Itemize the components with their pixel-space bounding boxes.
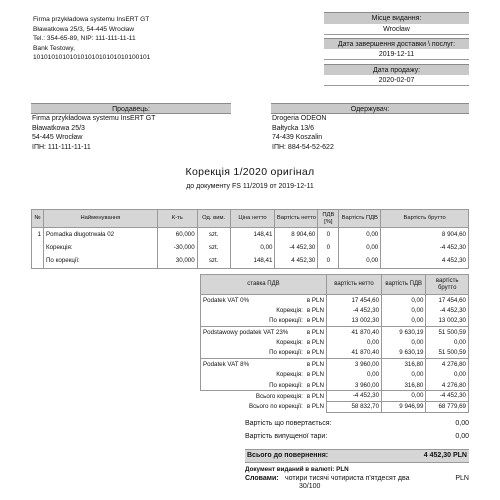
currency-label: в PLN: [305, 316, 327, 327]
vat-total-vat: 0,00: [382, 391, 426, 402]
seller-header-line: 10101010101010101010101010100101: [33, 54, 151, 61]
sale-date-value: 2020-02-07: [324, 75, 469, 86]
item-price: 148,41: [230, 228, 275, 242]
vat-total-gross: -4 452,30: [426, 391, 469, 402]
item-unit: szt.: [197, 255, 230, 269]
seller-block: [31, 103, 231, 153]
vat-total-net: 58 832,70: [326, 401, 381, 412]
item-qty: 30,000: [157, 255, 197, 269]
words-value: чотири тисячі чотириста п'ятдесят два: [285, 475, 410, 482]
vat-vat: 316,80: [382, 359, 426, 370]
vat-net: 3 960,00: [326, 359, 381, 370]
vat-vat: 0,00: [382, 305, 426, 316]
vat-gross: 17 454,60: [426, 295, 469, 306]
seller-line: ІПН: 111-111-11-11: [32, 143, 91, 151]
vat-net: -4 452,30: [326, 305, 381, 316]
item-name: Корекція:: [43, 241, 157, 255]
vat-gross: 4 276,80: [426, 380, 469, 391]
seller-label: Продавець:: [31, 103, 231, 114]
table-row: [32, 241, 469, 255]
items-col-header: Найменування: [43, 210, 157, 228]
refund-label: Всього до повернення:: [247, 452, 329, 459]
seller-line: Firma przykładowa systemu InsERT GT: [32, 115, 156, 122]
items-col-header: Вартість ПДВ: [339, 210, 381, 228]
delivery-date-label: Дата завершення доставки \ послуг:: [324, 38, 469, 49]
currency-note: Документ виданий в валюті: PLN: [245, 466, 349, 473]
item-net: 8 904,60: [275, 228, 318, 242]
vat-col-header: вартість ПДВ: [382, 275, 426, 295]
vat-gross: 51 500,59: [426, 348, 469, 359]
vat-net: 17 454,60: [326, 295, 381, 306]
sale-date-label: Дата продажу:: [324, 64, 469, 75]
currency-label: в PLN: [306, 403, 324, 411]
vat-gross: 13 002,30: [426, 316, 469, 327]
vat-gross: 0,00: [426, 369, 469, 380]
vat-net: 41 870,40: [326, 348, 381, 359]
currency-label: в PLN: [305, 327, 327, 338]
buyer-line: Bałtycka 13/6: [272, 124, 315, 132]
seller-line: Bławatkowa 25/3: [32, 124, 85, 132]
item-vat: 0,00: [339, 228, 381, 242]
vat-summary-table: [200, 274, 469, 413]
item-price: 0,00: [230, 241, 275, 255]
items-col-header: Ціна нетто: [230, 210, 275, 228]
vat-total-vat: 9 946,99: [382, 401, 426, 412]
document-title: Корекція 1/2020 оригінал: [185, 166, 315, 178]
vat-row-label: Корекція:: [201, 337, 305, 348]
items-col-header: К-ть: [157, 210, 197, 228]
item-unit: szt.: [197, 241, 230, 255]
vat-net: 3 960,00: [326, 380, 381, 391]
vat-col-header: ставка ПДВ: [201, 275, 327, 295]
returned-value: 0,00: [455, 420, 469, 427]
table-row: [201, 305, 469, 316]
vat-row-label: Корекція:: [201, 305, 305, 316]
item-no: [32, 255, 44, 269]
vat-gross: 4 276,80: [426, 359, 469, 370]
table-row: [201, 401, 469, 412]
item-price: 148,41: [230, 255, 275, 269]
item-qty: -30,000: [157, 241, 197, 255]
table-row: [201, 295, 469, 306]
items-col-header: №: [32, 210, 44, 228]
issued-value: 0,00: [455, 433, 469, 440]
vat-col-header: вартість нетто: [326, 275, 381, 295]
delivery-date-value: 2019-12-11: [324, 49, 469, 60]
buyer-label: Одержувач:: [271, 103, 469, 114]
vat-net: 13 002,30: [326, 316, 381, 327]
vat-vat: 0,00: [382, 316, 426, 327]
issued-label: Вартість випущеної тари:: [245, 433, 328, 440]
vat-vat: 0,00: [382, 295, 426, 306]
seller-header-line: Tel.: 354-65-89, NIP: 111-111-11-11: [33, 35, 136, 42]
item-gross: -4 452,30: [381, 241, 469, 255]
table-row: [201, 348, 469, 359]
refund-value: 4 452,30 PLN: [423, 452, 467, 459]
item-vat: 0,00: [339, 241, 381, 255]
document-subtitle: до документу FS 11/2019 от 2019-12-11: [186, 183, 314, 190]
vat-rate-name: Podatek VAT 0%: [201, 295, 305, 306]
item-vat-rate: 0: [318, 241, 339, 255]
item-name: По корекції:: [43, 255, 157, 269]
table-row: [32, 255, 469, 269]
vat-rate-name: Podstawowy podatek VAT 23%: [201, 327, 305, 338]
item-name: Pomadka długotrwała 02: [43, 228, 157, 242]
item-gross: 4 452,30: [381, 255, 469, 269]
items-table: [31, 209, 469, 269]
table-row: [201, 391, 469, 402]
words-label: Словами:: [245, 475, 279, 482]
currency-label: в PLN: [305, 380, 327, 391]
seller-header-line: Bank Testowy,: [33, 44, 75, 52]
vat-col-header: вартість брутто: [426, 275, 469, 295]
table-row: [201, 380, 469, 391]
vat-row-label: По корекції:: [201, 316, 305, 327]
buyer-line: ІПН: 884-54-52-622: [272, 143, 334, 151]
buyer-line: 74-439 Koszalin: [272, 134, 323, 141]
seller-header-line: Bławatkowa 25/3, 54-445 Wrocław: [33, 25, 135, 33]
item-net: -4 452,30: [275, 241, 318, 255]
vat-gross: 0,00: [426, 337, 469, 348]
place-label: Місце видання:: [324, 12, 469, 24]
items-col-header: Вартість брутто: [381, 210, 469, 228]
item-vat-rate: 0: [318, 228, 339, 242]
vat-total-label: Всього корекція:: [255, 392, 303, 400]
table-row: [201, 369, 469, 380]
buyer-line: Drogeria ODEON: [272, 115, 327, 122]
currency-label: в PLN: [305, 359, 327, 370]
words-fraction: 30/100: [299, 483, 321, 491]
currency-label: в PLN: [305, 369, 327, 380]
items-col-header: Од. вим.: [197, 210, 230, 228]
table-row: [201, 316, 469, 327]
items-col-header: Вартість нетто: [275, 210, 318, 228]
vat-vat: 9 630,19: [382, 348, 426, 359]
currency-label: в PLN: [305, 337, 327, 348]
seller-line: 54-445 Wrocław: [32, 134, 83, 141]
buyer-block: [271, 103, 469, 153]
seller-header: [33, 16, 273, 64]
vat-row-label: Корекція:: [201, 369, 305, 380]
table-row: [201, 327, 469, 338]
item-unit: szt.: [197, 228, 230, 242]
returned-label: Вартість що повертається:: [245, 420, 332, 427]
meta-block: [324, 12, 469, 86]
vat-gross: 51 500,59: [426, 327, 469, 338]
vat-row-label: По корекції:: [201, 380, 305, 391]
vat-vat: 0,00: [382, 337, 426, 348]
words-currency: PLN: [455, 475, 469, 482]
item-vat-rate: 0: [318, 255, 339, 269]
vat-net: 0,00: [326, 369, 381, 380]
summary-block: [245, 420, 469, 446]
seller-header-line: Firma przykładowa systemu InsERT GT: [33, 16, 150, 23]
table-row: [201, 337, 469, 348]
vat-total-label: Всього по корекції:: [249, 403, 303, 411]
table-row: [32, 228, 469, 242]
currency-label: в PLN: [305, 295, 327, 306]
vat-net: 0,00: [326, 337, 381, 348]
item-qty: 60,000: [157, 228, 197, 242]
vat-total-gross: 68 779,69: [426, 401, 469, 412]
vat-gross: -4 452,30: [426, 305, 469, 316]
place-value: Wrocław: [324, 24, 469, 35]
item-gross: 8 904,60: [381, 228, 469, 242]
item-no: 1: [32, 228, 44, 242]
vat-vat: 9 630,19: [382, 327, 426, 338]
vat-net: 41 870,40: [326, 327, 381, 338]
item-vat: 0,00: [339, 255, 381, 269]
currency-label: в PLN: [306, 392, 324, 400]
currency-label: в PLN: [305, 305, 327, 316]
vat-vat: 0,00: [382, 369, 426, 380]
item-no: [32, 241, 44, 255]
vat-total-net: -4 452,30: [326, 391, 381, 402]
vat-rate-name: Podatek VAT 8%: [201, 359, 305, 370]
refund-total-box: [245, 449, 469, 463]
vat-vat: 316,80: [382, 380, 426, 391]
table-row: [201, 359, 469, 370]
currency-label: в PLN: [305, 348, 327, 359]
item-net: 4 452,30: [275, 255, 318, 269]
amount-in-words: [285, 475, 469, 491]
vat-row-label: По корекції:: [201, 348, 305, 359]
items-col-header: ПДВ [%]: [318, 210, 339, 228]
